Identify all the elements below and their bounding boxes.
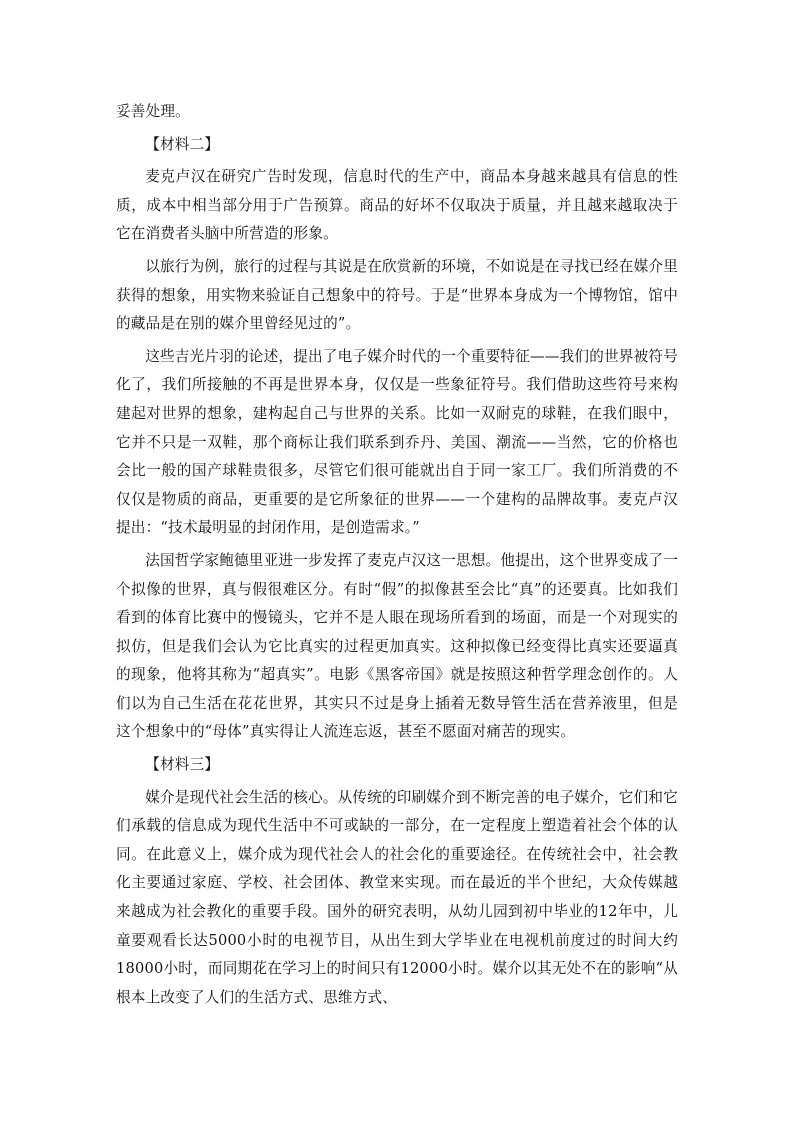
paragraph-continuation: 妥善处理。 <box>116 103 190 120</box>
paragraph: 媒介是现代社会生活的核心。从传统的印刷媒介到不断完善的电子媒介，它们和它们承载的信息成为现代生活中不可或缺的一部分，在一定程度上塑造着社会个体的认同。在此意义上，媒介成为现代社会人的社会化的重要途径。在传统社会中，社会教化主要通过家庭、学校、社会团体、教堂来实现。而在最近的半个世纪，大众传媒越来越成为社会教化的重要手段。国外的研究表明，从幼儿园到初中毕业的12年中，儿童要观看长达5000小时的电视节目，从出生到大学毕业在电视机前度过的时间大约18000小时，而同期花在学习上的时间只有12000小时。媒介以其无处不在的影响“从根本上改变了人们的生活方式、思维方式、 <box>116 788 678 1006</box>
paragraph: 以旅行为例，旅行的过程与其说是在欣赏新的环境，不如说是在寻找已经在媒介里获得的想象，用实物来验证自己想象中的符号。于是“世界本身成为一个博物馆，馆中的藏品是在别的媒介里曾经见过的”。 <box>116 257 678 333</box>
paragraph: 这些吉光片羽的论述，提出了电子媒介时代的一个重要特征——我们的世界被符号化了，我们所接触的不再是世界本身，仅仅是一些象征符号。我们借助这些符号来构建起对世界的想象，建构起自己与世界的关系。比如一双耐克的球鞋，在我们眼中，它并不只是一双鞋，那个商标让我们联系到乔丹、美国、潮流——当然，它的价格也会比一般的国产球鞋贵很多，尽管它们很可能就出自于同一家工厂。我们所消费的不仅仅是物质的商品，更重要的是它所象征的世界——一个建构的品牌故事。麦克卢汉提出：“技术最明显的封闭作用，是创造需求。” <box>116 347 678 537</box>
document-body <box>116 98 678 1016</box>
paragraph: 麦克卢汉在研究广告时发现，信息时代的生产中，商品本身越来越具有信息的性质，成本中相当部分用于广告预算。商品的好坏不仅取决于质量，并且越来越取决于它在消费者头脑中所营造的形象。 <box>116 168 678 243</box>
section-heading-material-three: 【材料三】 <box>145 756 220 774</box>
paragraph: 法国哲学家鲍德里亚进一步发挥了麦克卢汉这一思想。他提出，这个世界变成了一个拟像的世界，真与假很难区分。有时“假”的拟像甚至会比“真”的还要真。比如我们看到的体育比赛中的慢镜头，它并不是人眼在现场所看到的场面，而是一个对现实的拟仿，但是我们会认为它比真实的过程更加真实。这种拟像已经变得比真实还要逼真的现象，他将其称为“超真实”。电影《黑客帝国》就是按照这种哲学理念创作的。人们以为自己生活在花花世界，其实只不过是身上插着无数导管生活在营养液里，但是这个想象中的“母体”真实得让人流连忘返，甚至不愿面对痛苦的现实。 <box>116 551 678 741</box>
section-heading-material-two: 【材料二】 <box>145 135 220 153</box>
